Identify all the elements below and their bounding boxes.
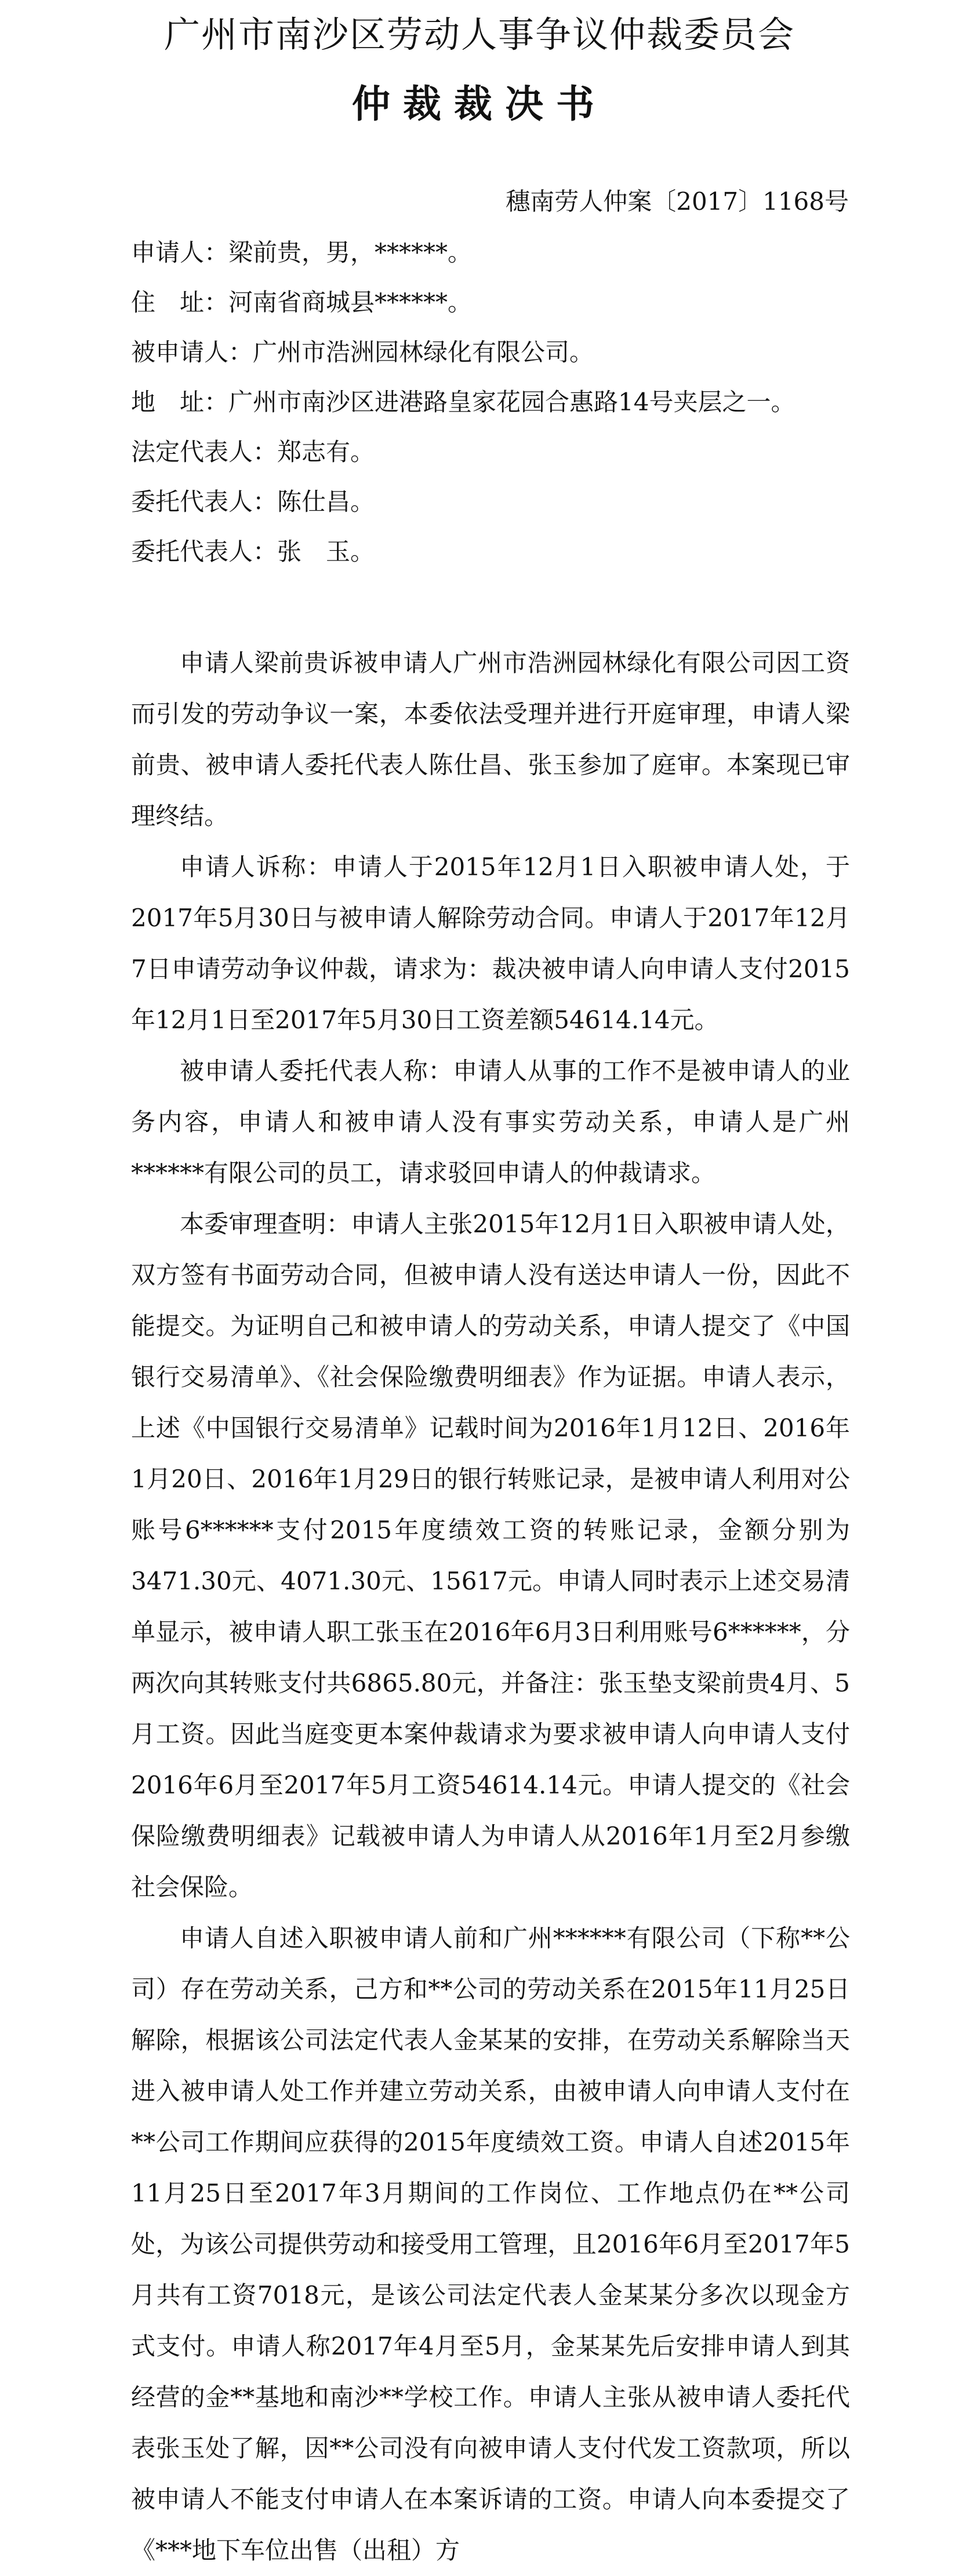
paragraph-applicant-claim: 申请人诉称：申请人于2015年12月1日入职被申请人处，于2017年5月30日与被申请人解除劳动合同。申请人于2017年12月7日申请劳动争议仲裁，请求为：裁决被申请人向申请人支付2015年12月1日至2017年5月30日工资差额54614.14元。 bbox=[131, 853, 850, 1034]
case-number: 穗南劳人仲案〔2017〕1168号 bbox=[506, 187, 849, 216]
document-title: 仲裁裁决书 bbox=[352, 82, 607, 126]
parties-block bbox=[131, 228, 856, 577]
respondent-address-line: 地 址：广州市南沙区进港路皇家花园合惠路14号夹层之一。 bbox=[131, 388, 795, 416]
paragraph-applicant-statement: 申请人自述入职被申请人前和广州******有限公司（下称**公司）存在劳动关系，己方和**公司的劳动关系在2015年11月25日解除，根据该公司法定代表人金某某的安排，在劳动关系解除当天进入被申请人处工作并建立劳动关系，由被申请人向申请人支付在**公司工作期间应获得的2015年度绩效工资。申请人自述2015年11月25日至2017年3月期间的工作岗位、工作地点仍在**公司处，为该公司提供劳动和接受用工管理，且2016年6月至2017年5月共有工资7018元，是该公司法定代表人金某某分多次以现金方式支付。申请人称2017年4月至5月，金某某先后安排申请人到其经营的金**基地和南沙**学校工作。申请人主张从被申请人委托代表张玉处了解，因**公司没有向被申请人支付代发工资款项，所以被申请人不能支付申请人在本案诉请的工资。申请人向本委提交了《***地下车位出售（出租）方 bbox=[131, 1924, 850, 2564]
organization-title: 广州市南沙区劳动人事争议仲裁委员会 bbox=[164, 13, 795, 56]
applicant-line: 申请人：梁前贵，男，******。 bbox=[131, 238, 473, 267]
legal-representative-line: 法定代表人：郑志有。 bbox=[131, 438, 375, 466]
respondent-line: 被申请人：广州市浩洲园林绿化有限公司。 bbox=[131, 338, 594, 366]
agent-line-1: 委托代表人：陈仕昌。 bbox=[131, 487, 375, 516]
paragraph-respondent-defense: 被申请人委托代表人称：申请人从事的工作不是被申请人的业务内容，申请人和被申请人没有事实劳动关系，申请人是广州******有限公司的员工，请求驳回申请人的仲裁请求。 bbox=[131, 1057, 850, 1187]
paragraph-findings: 本委审理查明：申请人主张2015年12月1日入职被申请人处，双方签有书面劳动合同，但被申请人没有送达申请人一份，因此不能提交。为证明自己和被申请人的劳动关系，申请人提交了《中国银行交易清单》、《社会保险缴费明细表》作为证据。申请人表示，上述《中国银行交易清单》记载时间为2016年1月12日、2016年1月20日、2016年1月29日的银行转账记录，是被申请人利用对公账号6******支付2015年度绩效工资的转账记录，金额分别为3471.30元、4071.30元、15617元。申请人同时表示上述交易清单显示，被申请人职工张玉在2016年6月3日利用账号6******，分两次向其转账支付共6865.80元，并备注：张玉垫支梁前贵4月、5月工资。因此当庭变更本案仲裁请求为要求被申请人向申请人支付2016年6月至2017年5月工资54614.14元。申请人提交的《社会保险缴费明细表》记载被申请人为申请人从2016年1月至2月参缴社会保险。 bbox=[131, 1210, 850, 1901]
agent-line-2: 委托代表人：张 玉。 bbox=[131, 537, 375, 566]
applicant-address-line: 住 址：河南省商城县******。 bbox=[131, 288, 473, 316]
document-body bbox=[131, 638, 850, 2576]
paragraph-case-intro: 申请人梁前贵诉被申请人广州市浩洲园林绿化有限公司因工资而引发的劳动争议一案，本委依法受理并进行开庭审理，申请人梁前贵、被申请人委托代表人陈仕昌、张玉参加了庭审。本案现已审理终结。 bbox=[131, 649, 850, 830]
